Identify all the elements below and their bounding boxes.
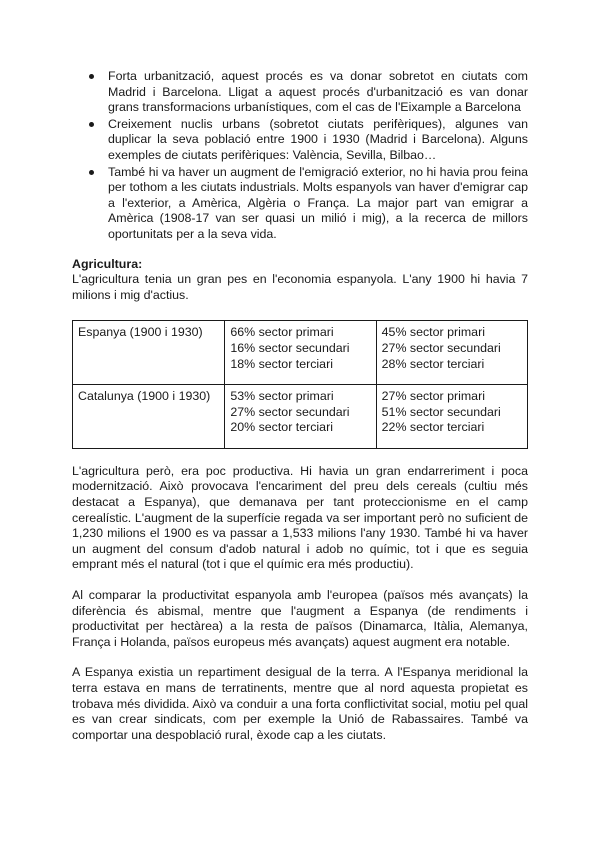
cell-line: 27% sector secundari (381, 340, 501, 355)
list-item (72, 165, 528, 243)
table-cell (225, 385, 376, 449)
sector-table (72, 320, 528, 449)
bullet-text: Forta urbanització, aquest procés es va donar sobretot en ciutats com Madrid i Barcelona. Lligat a aquest procés d'urbanització es van donar grans transformacions urbanístiques, com el cas de l'Eixample a Barcelona (108, 69, 528, 115)
body-paragraph: Al comparar la productivitat espanyola amb l'europea (països més avançats) la diferència és abismal, mentre que l'augment a Espanya (de rendiments i productivitat per hectàrea) a la resta de països (Dinamarca, Itàlia, Alemanya, França i Holanda, països europeus més avançats) aquest augment era notable. (72, 588, 528, 649)
document-page (72, 69, 528, 743)
table-cell (225, 321, 376, 385)
cell-line: 22% sector terciari (381, 420, 485, 435)
bullet-list (72, 69, 528, 243)
cell-line: 53% sector primari (230, 389, 334, 404)
section-heading: Agricultura: (72, 256, 143, 271)
cell-line: 20% sector terciari (230, 420, 333, 435)
cell-line: 51% sector secundari (381, 404, 501, 419)
table-cell (376, 321, 527, 385)
intro-paragraph: L'agricultura tenia un gran pes en l'economia espanyola. L'any 1900 hi havia 7 milions i mig d'actius. (72, 272, 528, 302)
bullet-text: També hi va haver un augment de l'emigració exterior, no hi havia prou feina per tothom a les ciutats industrials. Molts espanyols van haver d'emigrar cap a l'exterior, a Amèrica, Algèria o França. La major part van emigrar a Amèrica (1908-17 van ser quasi un milió i mig), a la recerca de millors oportunitats per a la seva vida. (108, 164, 528, 241)
list-item (72, 117, 528, 164)
cell-line: 45% sector primari (381, 325, 485, 340)
row-label: Espanya (1900 i 1930) (73, 321, 225, 385)
bullet-icon (89, 122, 94, 127)
body-paragraph: L'agricultura però, era poc productiva. Hi havia un gran endarreriment i poca modernització. Això provocava l'encariment del preu dels cereals (cultiu més destacat a Espanya), que demanava per tant proteccionisme en el camp cerealístic. L'augment de la superfície regada va ser important però no suficient de 1,230 milions el 1900 es va passar a 1,533 milions l'any 1930. També hi va haver un augment del consum d'adob natural i adob no químic, tot i que es seguia emprant més el natural (tot i que el químic era més productiu). (72, 463, 528, 572)
table-cell (376, 385, 527, 449)
body-paragraph: A Espanya existia un repartiment desigual de la terra. A l'Espanya meridional la terra estava en mans de terratinents, mentre que al nord aquesta propietat es trobava més dividida. Això va conduir a una forta conflictivitat social, motiu pel qual es van crear sindicats, com per exemple la Unió de Rabassaires. També va comportar una despoblació rural, èxode cap a les ciutats. (72, 665, 528, 742)
table-row (73, 321, 528, 385)
cell-line: 27% sector secundari (230, 404, 350, 419)
cell-line: 27% sector primari (381, 389, 485, 404)
bullet-text: Creixement nuclis urbans (sobretot ciutats perifèriques), algunes van duplicar la seva població entre 1900 i 1930 (Madrid i Barcelona). Alguns exemples de ciutats perifèriques: València, Sevilla, Bilbao… (108, 116, 528, 162)
table-row (73, 385, 528, 449)
bullet-icon (89, 74, 94, 79)
cell-line: 16% sector secundari (230, 340, 350, 355)
cell-line: 66% sector primari (230, 325, 334, 340)
cell-line: 18% sector terciari (230, 356, 333, 371)
cell-line: 28% sector terciari (381, 356, 485, 371)
row-label: Catalunya (1900 i 1930) (73, 385, 225, 449)
bullet-icon (89, 170, 94, 175)
list-item (72, 69, 528, 116)
